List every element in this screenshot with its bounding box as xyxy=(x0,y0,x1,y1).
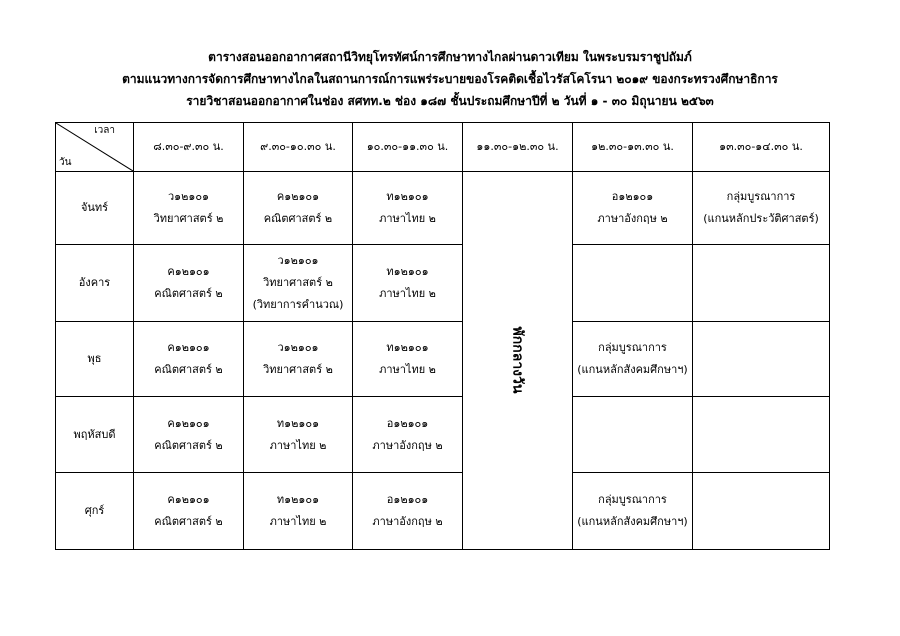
subject-code: ค๑๒๑๐๑ xyxy=(276,190,320,203)
subject-name: คณิตศาสตร์ ๒ xyxy=(154,363,223,376)
subject-name: คณิตศาสตร์ ๒ xyxy=(154,287,223,300)
subject-code: กลุ่มบูรณาการ xyxy=(598,493,667,506)
subject-name: คณิตศาสตร์ ๒ xyxy=(154,515,223,528)
day-label-cell: ศุกร์ xyxy=(56,473,134,550)
subject-code: อ๑๒๑๐๑ xyxy=(386,416,429,430)
subject-code: กลุ่มบูรณาการ xyxy=(598,341,667,354)
header-title-line-2: ตามแนวทางการจัดการศึกษาทางไกลในสถานการณ์การแพร่ระบายของโรคติดเชื้อไวรัสโคโรนา ๒๐๑๙ ของกระทรวงศึกษาธิการ xyxy=(122,72,778,86)
subject-name: (แกนหลักสังคมศึกษาฯ) xyxy=(577,515,688,528)
subject-code: ท๑๒๑๐๑ xyxy=(276,493,320,506)
subject-name: คณิตศาสตร์ ๒ xyxy=(154,438,223,452)
subject-code: ท๑๒๑๐๑ xyxy=(386,265,429,278)
schedule-cell xyxy=(244,397,353,473)
schedule-cell xyxy=(693,245,830,322)
subject-name: (แกนหลักประวัติศาสตร์) xyxy=(703,212,819,225)
schedule-cell xyxy=(134,473,244,550)
subject-name: ภาษาอังกฤษ ๒ xyxy=(597,212,668,225)
time-header-row xyxy=(56,123,830,172)
corner-day-label: วัน xyxy=(59,157,72,168)
schedule-cell xyxy=(573,473,693,550)
schedule-cell xyxy=(134,172,244,245)
subject-code: ว๑๒๑๐๑ xyxy=(167,190,210,203)
schedule-cell xyxy=(693,397,830,473)
subject-code: ว๑๒๑๐๑ xyxy=(277,341,319,354)
schedule-cell xyxy=(693,322,830,397)
subject-code: ค๑๒๑๐๑ xyxy=(167,416,210,430)
schedule-cell xyxy=(244,172,353,245)
subject-name: วิทยาศาสตร์ ๒ xyxy=(263,276,333,289)
schedule-cell xyxy=(693,473,830,550)
subject-code: ท๑๒๑๐๑ xyxy=(276,416,320,430)
corner-time-label: เวลา xyxy=(94,125,115,136)
subject-name: ภาษาไทย ๒ xyxy=(379,287,436,300)
time-slot-header-3: ๑๐.๓๐-๑๑.๓๐ น. xyxy=(353,123,463,172)
time-slot-header-1: ๘.๓๐-๙.๓๐ น. xyxy=(134,123,244,172)
subject-code: ค๑๒๑๐๑ xyxy=(167,265,210,278)
day-row xyxy=(56,245,830,322)
schedule-cell xyxy=(353,397,463,473)
day-label-cell: พุธ xyxy=(56,322,134,397)
time-slot-header-2: ๙.๓๐-๑๐.๓๐ น. xyxy=(244,123,353,172)
subject-name: (แกนหลักสังคมศึกษาฯ) xyxy=(577,363,688,376)
subject-code: ว๑๒๑๐๑ xyxy=(277,254,319,267)
schedule-cell xyxy=(134,322,244,397)
header-title-line-1: ตารางสอนออกอากาศสถานีวิทยุโทรทัศน์การศึกษาทางไกลผ่านดาวเทียม ในพระบรมราชูปถัมภ์ xyxy=(208,50,692,64)
schedule-cell xyxy=(134,397,244,473)
subject-code: ค๑๒๑๐๑ xyxy=(167,341,210,354)
subject-code: กลุ่มบูรณาการ xyxy=(726,190,796,203)
schedule-cell xyxy=(573,397,693,473)
subject-name: ภาษาไทย ๒ xyxy=(379,212,436,225)
subject-name: คณิตศาสตร์ ๒ xyxy=(263,212,333,225)
schedule-cell xyxy=(353,245,463,322)
day-row xyxy=(56,397,830,473)
subject-name: วิทยาศาสตร์ ๒ xyxy=(263,363,333,376)
schedule-cell xyxy=(244,473,353,550)
day-label-cell: พฤหัสบดี xyxy=(56,397,134,473)
day-row xyxy=(56,473,830,550)
header-title-line-3: รายวิชาสอนออกอากาศในช่อง สศทท.๒ ช่อง ๑๘๗ ชั้นประถมศึกษาปีที่ ๒ วันที่ ๑ - ๓๐ มิถุนายน ๒๕๖๓ xyxy=(186,94,714,108)
schedule-cell xyxy=(353,322,463,397)
lunch-break-cell xyxy=(463,172,573,550)
subject-code: ท๑๒๑๐๑ xyxy=(386,190,429,203)
schedule-cell xyxy=(134,245,244,322)
schedule-cell xyxy=(244,245,353,322)
subject-name: ภาษาอังกฤษ ๒ xyxy=(372,515,443,528)
subject-name: วิทยาศาสตร์ ๒ xyxy=(153,212,224,225)
subject-name: ภาษาไทย ๒ xyxy=(269,438,327,452)
schedule-cell xyxy=(353,473,463,550)
subject-name: ภาษาไทย ๒ xyxy=(379,363,436,376)
subject-code: อ๑๒๑๐๑ xyxy=(386,493,429,506)
lunch-break-label: พักกลางวัน xyxy=(509,326,526,394)
time-slot-header-5: ๑๒.๓๐-๑๓.๓๐ น. xyxy=(573,123,693,172)
schedule-cell xyxy=(573,322,693,397)
subject-name: ภาษาอังกฤษ ๒ xyxy=(372,438,443,452)
subject-note: (วิทยาการคำนวณ) xyxy=(252,298,344,311)
corner-header-cell xyxy=(56,123,134,172)
subject-code: ท๑๒๑๐๑ xyxy=(386,341,429,354)
schedule-cell xyxy=(573,172,693,245)
time-slot-header-6: ๑๓.๓๐-๑๔.๓๐ น. xyxy=(693,123,830,172)
schedule-table xyxy=(55,122,830,550)
schedule-cell xyxy=(244,322,353,397)
time-slot-header-4: ๑๑.๓๐-๑๒.๓๐ น. xyxy=(463,123,573,172)
schedule-cell xyxy=(693,172,830,245)
day-row xyxy=(56,322,830,397)
day-label-cell: จันทร์ xyxy=(56,172,134,245)
document-header xyxy=(0,46,900,112)
subject-code: อ๑๒๑๐๑ xyxy=(611,190,654,203)
subject-code: ค๑๒๑๐๑ xyxy=(167,493,210,506)
schedule-cell xyxy=(353,172,463,245)
schedule-cell xyxy=(573,245,693,322)
day-row xyxy=(56,172,830,245)
day-label-cell: อังคาร xyxy=(56,245,134,322)
subject-name: ภาษาไทย ๒ xyxy=(269,515,327,528)
